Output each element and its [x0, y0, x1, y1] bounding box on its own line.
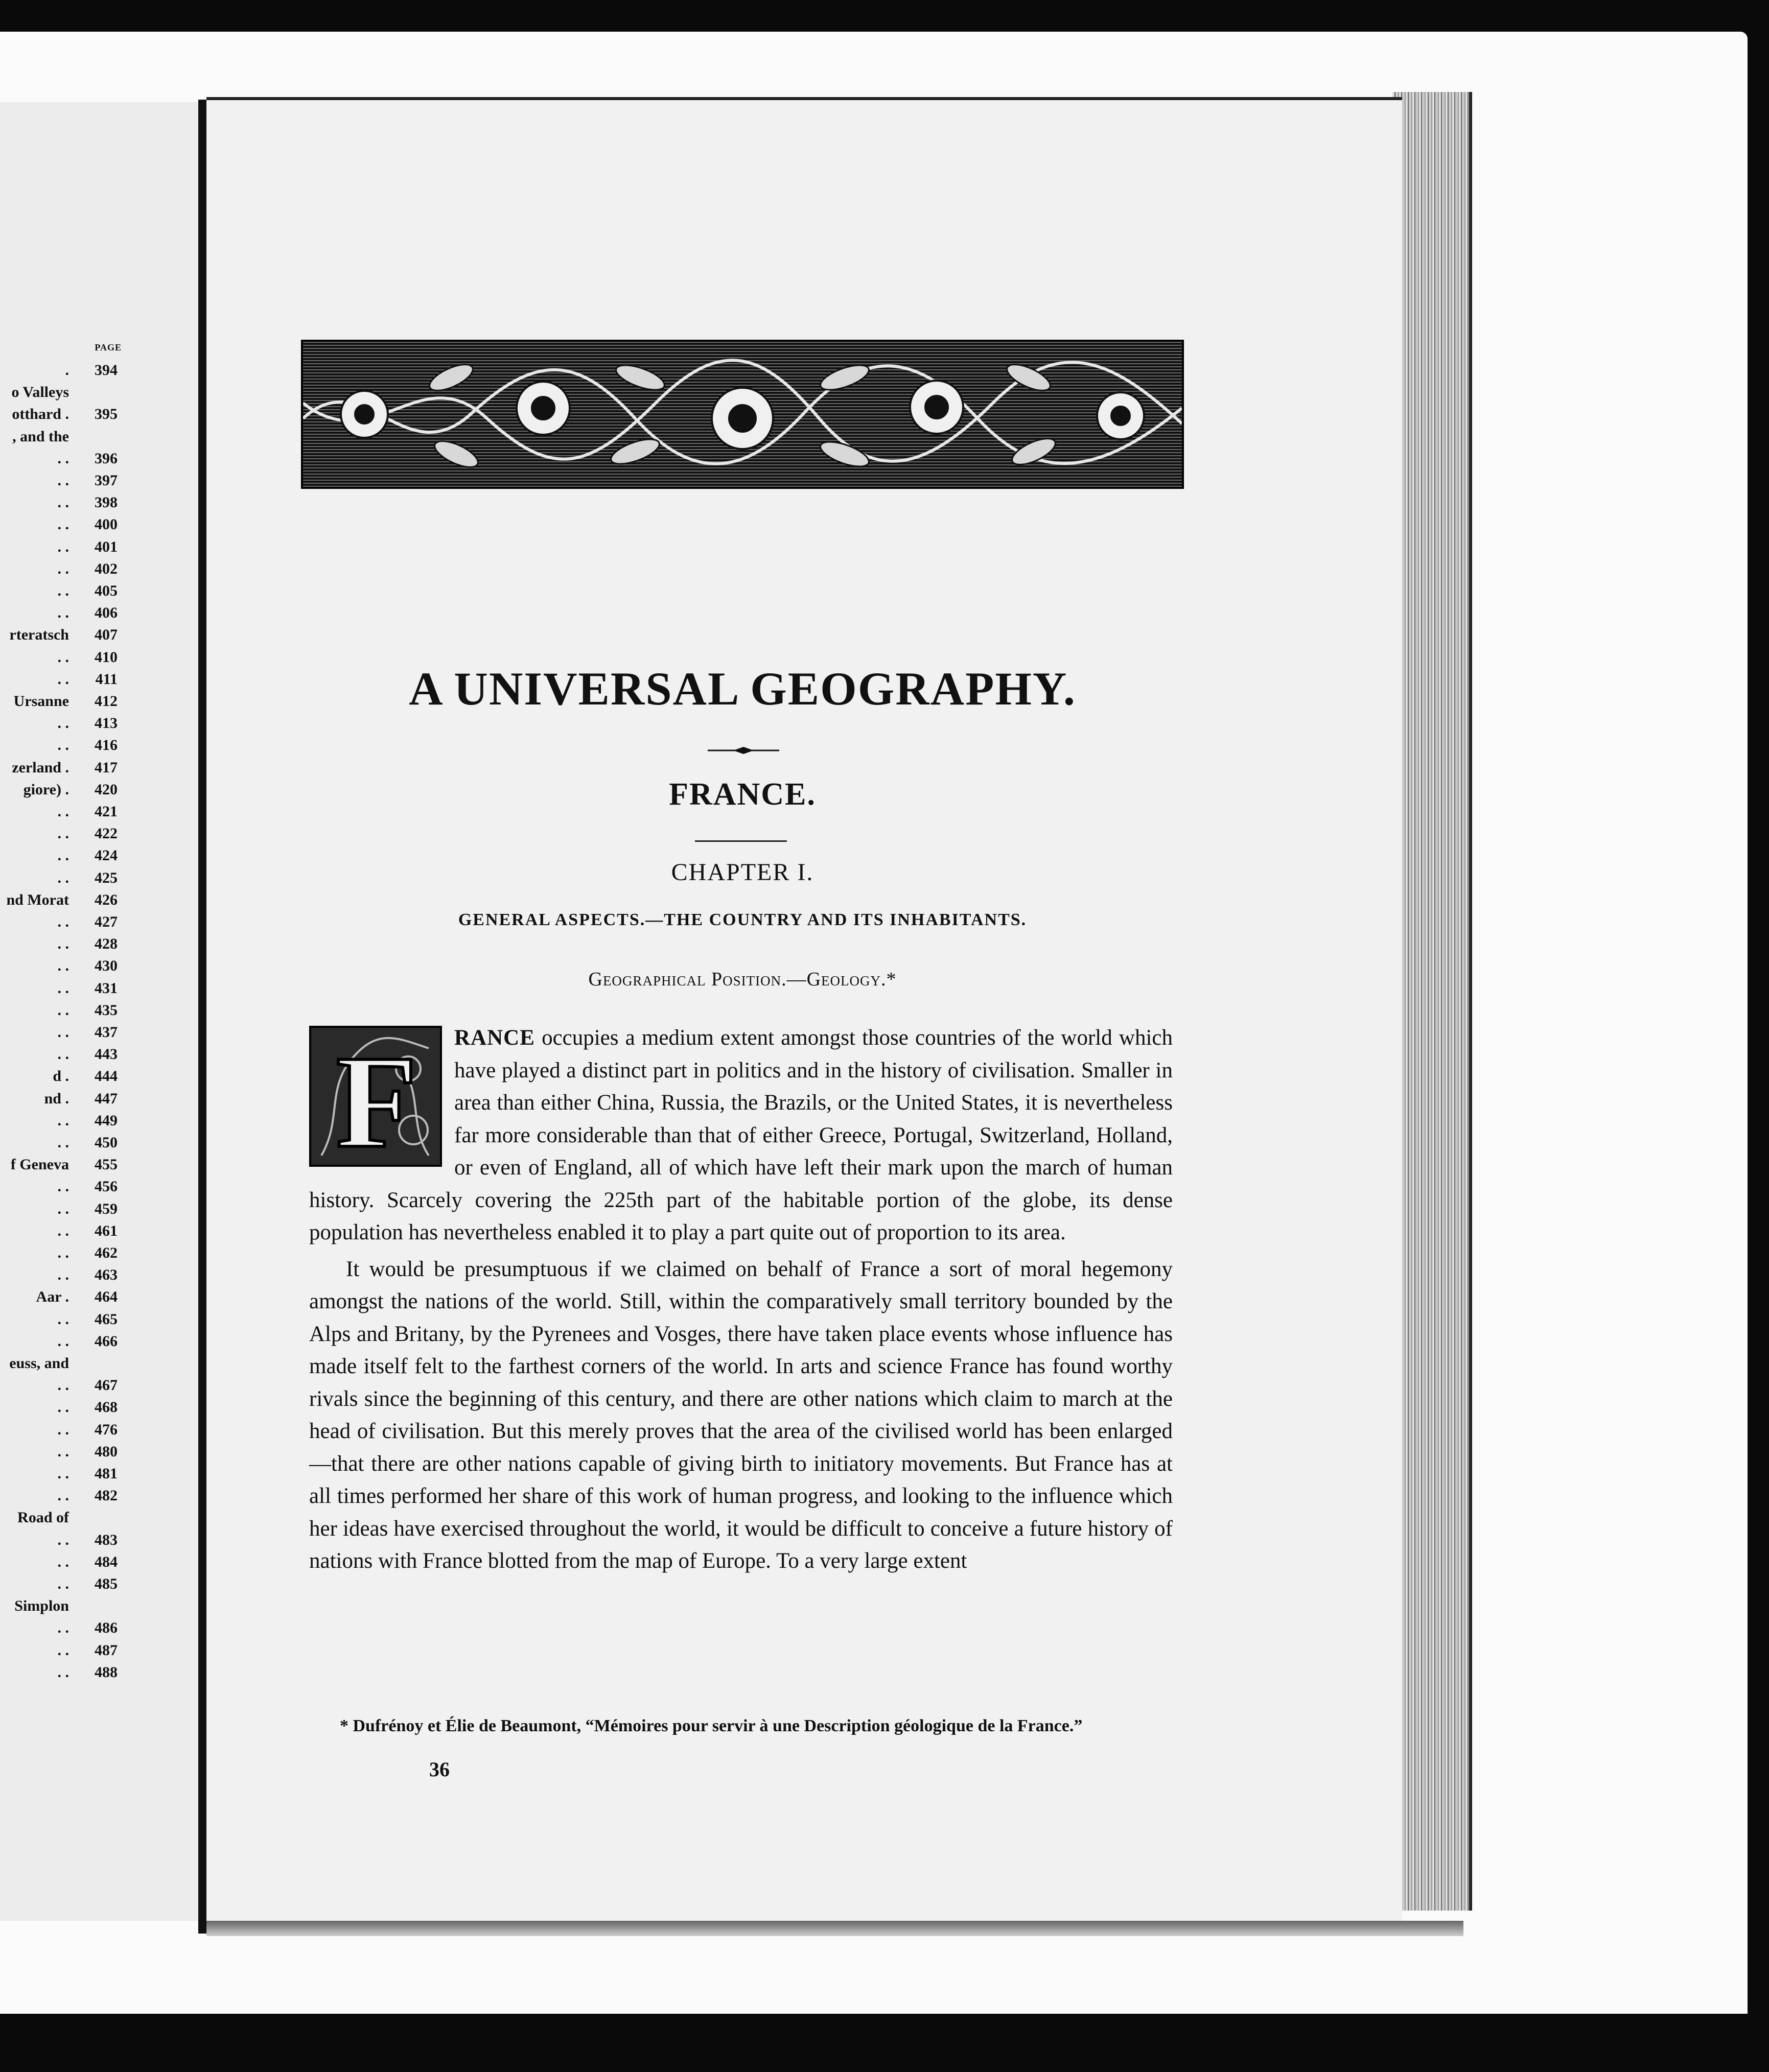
- toc-entry-page: 430: [95, 957, 118, 975]
- toc-entry-title: . .: [57, 847, 69, 864]
- toc-entry-page: 461: [95, 1222, 118, 1239]
- toc-row: [0, 912, 118, 932]
- toc-row: [0, 802, 118, 822]
- decorated-initial-f-icon: [309, 1026, 442, 1167]
- toc-entry-page: 467: [95, 1377, 118, 1394]
- toc-entry-page: 449: [95, 1112, 118, 1129]
- toc-entry-title: . .: [57, 648, 69, 666]
- toc-entry-title: . .: [57, 957, 69, 975]
- toc-entry-title: otthard .: [12, 406, 69, 423]
- toc-entry-page: 410: [95, 648, 118, 666]
- country-heading: FRANCE.: [669, 777, 816, 812]
- toc-entry-title: Ursanne: [13, 693, 69, 710]
- toc-entry-page: 420: [95, 781, 118, 798]
- toc-entry-page: 462: [95, 1244, 118, 1261]
- toc-entry-title: , and the: [12, 428, 69, 445]
- toc-row: [0, 934, 118, 954]
- toc-entry-title: . .: [57, 1663, 69, 1681]
- toc-entry-page: 463: [95, 1266, 118, 1284]
- toc-entry-page: 476: [95, 1421, 118, 1438]
- toc-row: [0, 1155, 118, 1175]
- toc-row: [0, 1331, 118, 1352]
- toc-entry-page: 426: [95, 891, 118, 908]
- floral-ornament-banner-icon: [301, 340, 1184, 489]
- toc-row: [0, 559, 118, 579]
- toc-row: [0, 1508, 118, 1528]
- toc-row: [0, 581, 118, 601]
- page-number: 36: [429, 1758, 450, 1781]
- toc-entry-page: 396: [95, 450, 118, 467]
- toc-entry-page: 437: [95, 1024, 118, 1041]
- toc-entry-title: . .: [57, 582, 69, 599]
- toc-row: [0, 1375, 118, 1396]
- toc-entry-title: Simplon: [14, 1597, 69, 1615]
- toc-entry-title: . .: [57, 1046, 69, 1063]
- toc-entry-title: . .: [57, 516, 69, 533]
- scan-bottom-border: [0, 2014, 1769, 2072]
- toc-entry-page: 405: [95, 582, 118, 599]
- title-ornament-rule: [708, 747, 779, 754]
- toc-entry-title: . .: [57, 1377, 69, 1394]
- toc-entry-title: . .: [57, 1310, 69, 1328]
- footnote: * Dufrénoy et Élie de Beaumont, “Mémoires pour servir à une Description géologique de la France.”: [340, 1716, 1083, 1735]
- toc-entry-page: 487: [95, 1641, 118, 1659]
- toc-entry-page: 428: [95, 935, 118, 953]
- toc-entry-page: 481: [95, 1465, 118, 1482]
- toc-entry-title: . .: [57, 560, 69, 577]
- toc-entry-title: . .: [57, 1619, 69, 1637]
- toc-entry-page: 456: [95, 1178, 118, 1195]
- toc-entry-page: 468: [95, 1399, 118, 1416]
- toc-entry-title: . .: [57, 715, 69, 732]
- toc-entry-title: . .: [57, 979, 69, 997]
- toc-entry-page: 413: [95, 715, 118, 732]
- toc-entry-title: . .: [57, 450, 69, 467]
- toc-entry-title: . .: [57, 1112, 69, 1129]
- toc-row: [0, 1574, 118, 1594]
- toc-row: [0, 603, 118, 623]
- toc-entry-title: . .: [57, 472, 69, 489]
- toc-entry-title: . .: [57, 1134, 69, 1151]
- toc-row: [0, 1640, 118, 1661]
- toc-entry-page: 411: [95, 670, 118, 688]
- toc-entry-page: 482: [95, 1487, 118, 1504]
- toc-entry-title: . .: [57, 803, 69, 820]
- toc-entry-page: 398: [95, 494, 118, 511]
- toc-row: [0, 956, 118, 976]
- toc-entry-title: . .: [57, 1001, 69, 1019]
- toc-entry-page: 459: [95, 1200, 118, 1217]
- toc-row: [0, 647, 118, 668]
- toc-entry-title: . .: [57, 869, 69, 886]
- toc-entry-title: . .: [57, 604, 69, 622]
- toc-entry-page: 425: [95, 869, 118, 886]
- section-heading: Geographical Position.—Geology.*: [588, 969, 897, 990]
- toc-entry-page: 397: [95, 472, 118, 489]
- toc-row: [0, 449, 118, 469]
- toc-entry-page: 464: [95, 1288, 118, 1306]
- toc-entry-page: 465: [95, 1310, 118, 1328]
- chapter-subtitle: GENERAL ASPECTS.—THE COUNTRY AND ITS INHABITANTS.: [458, 910, 1027, 929]
- toc-row: [0, 890, 118, 910]
- toc-row: [0, 1552, 118, 1572]
- toc-entry-page: 443: [95, 1046, 118, 1063]
- toc-row: [0, 713, 118, 734]
- toc-entry-title: . .: [57, 1244, 69, 1261]
- paragraph-1-text: occupies a medium extent amongst those countries of the world which have played a distinct part in politics and in the history of civilisation. Smaller in area than either China, Russia, the Brazils, or the United States, it is nevertheless far more considerable than that of either Greece, Portugal, Switzerland, Holland, or even of England, all of which have left their mark upon the march of human history. Scarcely covering the 225th part of the habitable portion of the globe, its dense population has nevertheless enabled it to play a part quite out of proportion to its area.: [309, 1026, 1173, 1244]
- toc-row: [0, 404, 118, 425]
- toc-entry-page: 422: [95, 825, 118, 842]
- toc-entry-page: 406: [95, 604, 118, 622]
- toc-entry-page: 407: [95, 626, 118, 644]
- toc-entry-title: . .: [57, 494, 69, 511]
- toc-entry-title: Aar .: [36, 1288, 69, 1306]
- toc-row: [0, 1133, 118, 1153]
- toc-entry-title: . .: [57, 538, 69, 555]
- toc-entry-page: 466: [95, 1332, 118, 1350]
- toc-entry-title: . .: [57, 1222, 69, 1239]
- toc-row: [0, 1243, 118, 1263]
- toc-entry-title: . .: [57, 1487, 69, 1504]
- toc-row: [0, 780, 118, 800]
- chapter-heading: CHAPTER I.: [671, 859, 814, 886]
- toc-row: [0, 492, 118, 513]
- toc-entry-page: 485: [95, 1575, 118, 1592]
- toc-row: [0, 1044, 118, 1065]
- toc-entry-title: . .: [57, 1332, 69, 1350]
- toc-entry-title: . .: [57, 913, 69, 930]
- toc-entry-title: . .: [57, 1024, 69, 1041]
- toc-entry-page: 402: [95, 560, 118, 577]
- first-word: RANCE: [454, 1026, 535, 1050]
- toc-row: [0, 1265, 118, 1285]
- toc-row: [0, 1442, 118, 1462]
- toc-row: [0, 1309, 118, 1330]
- toc-entry-title: . .: [57, 935, 69, 953]
- toc-row: [0, 1420, 118, 1440]
- toc-entry-title: . .: [57, 737, 69, 754]
- toc-entry-title: . .: [57, 1641, 69, 1659]
- toc-row: [0, 427, 118, 447]
- toc-row: [0, 1397, 118, 1418]
- toc-entry-title: . .: [57, 1553, 69, 1570]
- toc-entry-page: 400: [95, 516, 118, 533]
- toc-entry-title: o Valleys: [11, 384, 69, 401]
- previous-page: [0, 102, 202, 1921]
- toc-row: [0, 470, 118, 491]
- paragraph-1: [309, 1022, 1173, 1249]
- toc-row: [0, 978, 118, 999]
- toc-row: [0, 823, 118, 844]
- toc-row: [0, 360, 118, 381]
- toc-row: [0, 1022, 118, 1043]
- toc-entry-page: 412: [95, 693, 118, 710]
- toc-entry-page: 395: [95, 406, 118, 423]
- toc-row: [0, 382, 118, 403]
- book-page-edges: [1392, 92, 1472, 1911]
- toc-entry-page: 435: [95, 1001, 118, 1019]
- toc-row: [0, 735, 118, 756]
- toc-entry-title: . .: [57, 670, 69, 688]
- toc-entry-title: . .: [57, 1266, 69, 1284]
- toc-row: [0, 669, 118, 690]
- toc-entry-title: . .: [57, 1421, 69, 1438]
- toc-entry-title: . .: [57, 825, 69, 842]
- toc-entry-page: 427: [95, 913, 118, 930]
- country-rule: [695, 840, 787, 842]
- toc-entry-title: nd .: [44, 1090, 69, 1107]
- toc-row: [0, 1596, 118, 1616]
- toc-row: [0, 1486, 118, 1506]
- toc-row: [0, 1199, 118, 1219]
- body-text: [309, 1022, 1173, 1577]
- toc-entry-page: 450: [95, 1134, 118, 1151]
- initial-letter: F: [336, 1028, 417, 1165]
- toc-entry-title: . .: [57, 1465, 69, 1482]
- toc-entry-page: 424: [95, 847, 118, 864]
- toc-row: [0, 1353, 118, 1374]
- toc-entry-title: . .: [57, 1178, 69, 1195]
- toc-entry-title: d .: [53, 1068, 69, 1085]
- book-title: A UNIVERSAL GEOGRAPHY.: [409, 663, 1076, 715]
- toc-entry-page: 421: [95, 803, 118, 820]
- toc-entry-title: . .: [57, 1531, 69, 1548]
- toc-entry-title: .: [65, 362, 69, 379]
- toc-entry-title: . .: [57, 1399, 69, 1416]
- toc-row: [0, 514, 118, 535]
- toc-entry-title: giore) .: [23, 781, 69, 798]
- toc-entry-title: euss, and: [9, 1355, 69, 1372]
- toc-entry-title: zerland .: [12, 759, 69, 776]
- toc-row: [0, 845, 118, 866]
- paragraph-2: It would be presumptuous if we claimed on behalf of France a sort of moral hegemony amongst the nations of the world. Still, within the comparatively small territory bounded by the Alps and Britany, by the Pyrenees and Vosges, there have taken place events whose influence has made itself felt to the farthest corners of the world. In arts and science France has found worthy rivals since the beginning of this century, and there are other nations which claim to march at the head of civilisation. But this merely proves that the area of the civilised world has been enlarged—that there are other nations capable of giving birth to initiatory movements. But France has at all times performed her share of this work of human progress, and looking to the influence which her ideas have exercised throughout the world, it would be difficult to conceive a future history of nations with France blotted from the map of Europe. To a very large extent: [309, 1257, 1173, 1573]
- toc-entry-title: . .: [57, 1443, 69, 1460]
- toc-entry-page: 488: [95, 1663, 118, 1681]
- toc-entry-page: 394: [95, 362, 118, 379]
- toc-row: [0, 1464, 118, 1484]
- toc-row: [0, 1089, 118, 1109]
- toc-entry-page: 486: [95, 1619, 118, 1637]
- toc-row: [0, 1662, 118, 1683]
- toc-row: [0, 1287, 118, 1307]
- toc-entry-page: 417: [95, 759, 118, 776]
- toc-entry-title: nd Morat: [6, 891, 69, 908]
- toc-entry-page: 480: [95, 1443, 118, 1460]
- toc-entry-page: 431: [95, 979, 118, 997]
- toc-row: [0, 1618, 118, 1638]
- toc-entry-page: 401: [95, 538, 118, 555]
- toc-row: [0, 625, 118, 645]
- toc-row: [0, 691, 118, 712]
- toc-entry-title: rteratsch: [9, 626, 69, 644]
- toc-row: [0, 758, 118, 778]
- toc-entry-page: 444: [95, 1068, 118, 1085]
- toc-page-header: PAGE: [95, 342, 122, 352]
- toc-entry-page: 447: [95, 1090, 118, 1107]
- toc-entry-title: f Geneva: [10, 1156, 69, 1173]
- toc-entry-page: 483: [95, 1531, 118, 1548]
- toc-row: [0, 868, 118, 888]
- toc-entry-title: . .: [57, 1200, 69, 1217]
- gutter-edge: [198, 100, 206, 1934]
- toc-entry-page: 455: [95, 1156, 118, 1173]
- toc-entry-page: 416: [95, 737, 118, 754]
- toc-row: [0, 1221, 118, 1241]
- toc-row: [0, 1000, 118, 1021]
- page-bottom-shadow: [206, 1921, 1463, 1936]
- toc-row: [0, 1530, 118, 1550]
- toc-row: [0, 1176, 118, 1197]
- toc-entry-title: . .: [57, 1575, 69, 1592]
- toc-entry-title: Road of: [17, 1509, 69, 1526]
- toc-row: [0, 1111, 118, 1131]
- toc-row: [0, 537, 118, 557]
- toc-row: [0, 1066, 118, 1087]
- toc-entry-page: 484: [95, 1553, 118, 1570]
